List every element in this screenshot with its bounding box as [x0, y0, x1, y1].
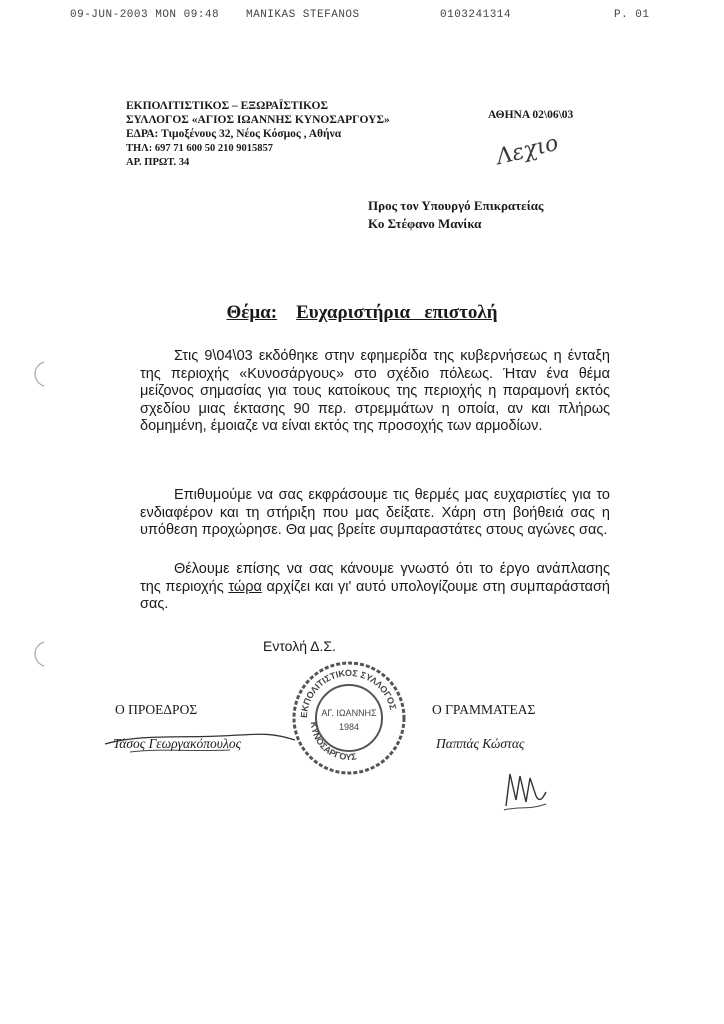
secretary-name: Παππάς Κώστας: [436, 736, 525, 751]
body-paragraph-3: [140, 561, 610, 614]
body-p2-text: Επιθυμούμε να σας εκφράσουμε τις θερμές μας ευχαριστίες για το ενδιαφέρον και τη στήριξη που μας δείξατε. Χάρη στη βοήθειά σας η υπόθεση προχώρησε. Θα μας βρείτε συμπαραστάτες στους αγώνες σας.: [140, 487, 610, 538]
subject-line: [0, 302, 724, 324]
secretary-title: Ο ΓΡΑΜΜΑΤΕΑΣ: [432, 702, 536, 717]
body-p3-start: Θέλουμε επίσης να σας κάνουμε γνωστό ότι το έργο ανάπλασης της περιοχής: [140, 561, 610, 595]
closing-mandate: Εντολή Δ.Σ.: [263, 638, 336, 654]
stamp-outer-text: ΕΚΠΟΛΙΤΙΣΤΙΚΟΣ ΣΥΛΛΟΓΟΣ: [298, 667, 399, 719]
letterhead-line1: ΕΚΠΟΛΙΤΙΣΤΙΚΟΣ – ΕΞΩΡΑΪΣΤΙΚΟΣ: [126, 100, 328, 112]
stamp-inner-name: ΑΓ. ΙΩΑΝΝΗΣ: [321, 708, 377, 718]
fax-datetime: 09-JUN-2003 MON 09:48: [70, 9, 220, 21]
fax-phone: 0103241314: [440, 9, 512, 21]
president-title: Ο ΠΡΟΕΔΡΟΣ: [115, 702, 198, 717]
letter-date: ΑΘΗΝΑ 02\06\03: [488, 109, 574, 121]
body-paragraph-2: [140, 487, 610, 540]
secretary-signature: [500, 766, 550, 814]
letterhead-address: ΕΔΡΑ: Τιμοξένους 32, Νέος Κόσμος , Αθήνα: [126, 128, 342, 140]
recipient-line2: Κο Στέφανο Μανίκα: [368, 216, 482, 231]
letterhead-protocol: ΑΡ. ΠΡΩΤ. 34: [126, 157, 190, 168]
body-p1-text: Στις 9\04\03 εκδόθηκε στην εφημερίδα της κυβερνήσεως η ένταξη της περιοχής «Κυνοσάργους» στο σχέδιο πόλεως. Ήταν ένα θέμα μείζονος σημασίας για τους κατοίκους της περιοχής η παραμονή εκτός σχεδίου μιας έκτασης 90 περ. στρεμμάτων η οποία, αν και πλήρως δομημένη, έμοιαζε να είναι εκτός της προσοχής των αρμοδίων.: [140, 348, 610, 434]
body-paragraph-1: [140, 348, 610, 436]
president-name: Τάσος Γεωργακόπουλος: [113, 736, 242, 751]
subject-label: Θέμα:: [226, 302, 278, 323]
handwritten-note: Λεχιο: [493, 130, 561, 171]
stamp-bottom-text: ΚΥΝΟΣΑΡΓΟΥΣ: [308, 721, 358, 763]
body-p3-emphasis: τώρα: [228, 578, 262, 595]
body-p3-end: αρχίζει και γι' αυτό υπολογίζουμε στη συμπαράστασή σας.: [140, 578, 610, 612]
subject-text: Ευχαριστήρια επιστολή: [296, 302, 498, 323]
punch-hole-mark-bottom: [28, 640, 48, 668]
letterhead-phones: ΤΗΛ: 697 71 600 50 210 9015857: [126, 143, 273, 154]
letterhead-line2: ΣΥΛΛΟΓΟΣ «ΑΓΙΟΣ ΙΩΑΝΝΗΣ ΚΥΝΟΣΑΡΓΟΥΣ»: [126, 114, 390, 126]
fax-sender: MANIKAS STEFANOS: [246, 9, 360, 21]
recipient-line1: Προς τον Υπουργό Επικρατείας: [368, 198, 544, 213]
official-stamp: [289, 658, 409, 778]
fax-page: P. 01: [614, 9, 650, 21]
punch-hole-mark-top: [28, 360, 48, 388]
stamp-year: 1984: [338, 722, 360, 732]
president-signature: [100, 722, 300, 762]
